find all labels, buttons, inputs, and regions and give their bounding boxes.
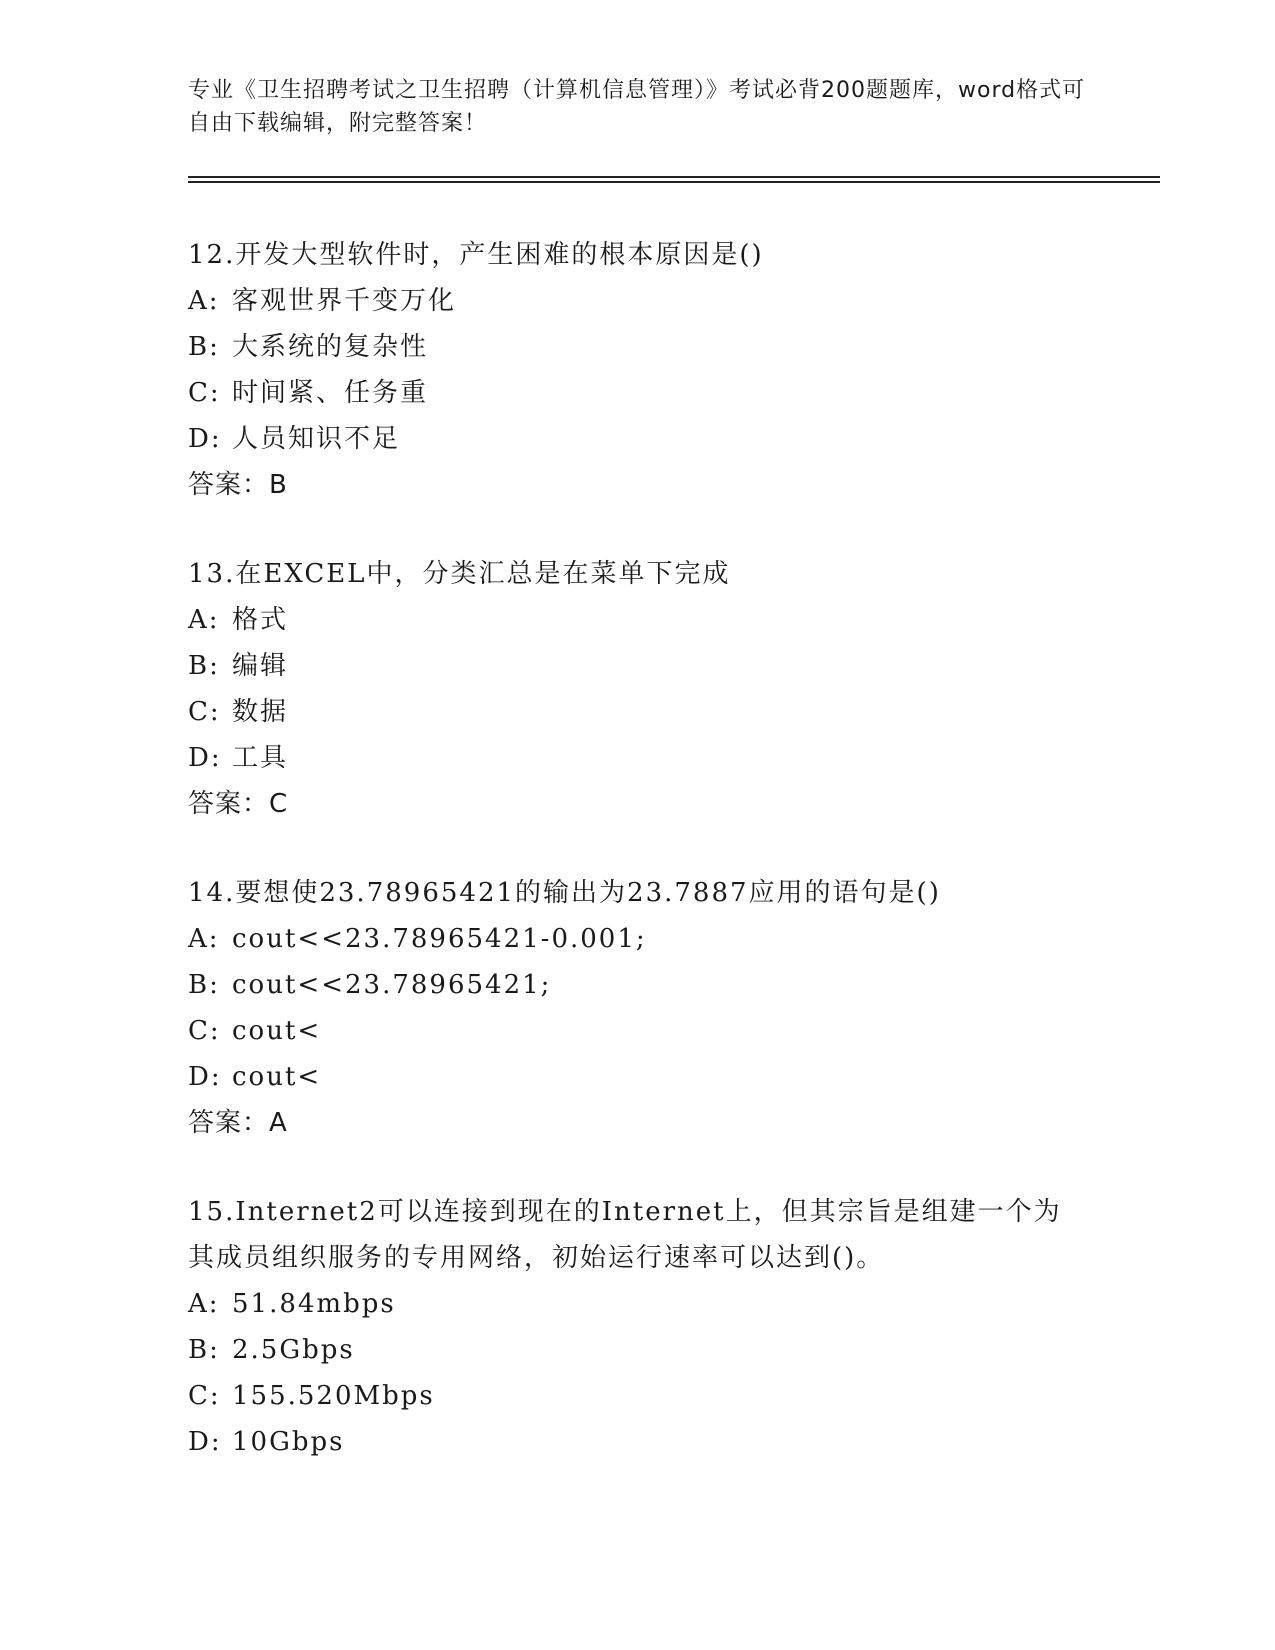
answer: 答案：B <box>188 470 288 500</box>
option-c: C: cout< <box>188 1016 322 1046</box>
option-a: A: 51.84mbps <box>188 1289 396 1319</box>
question-13 <box>188 551 1088 827</box>
question-14 <box>188 870 1088 1146</box>
document-header: 专业《卫生招聘考试之卫生招聘（计算机信息管理）》考试必背200题题库，word格式可自由下载编辑，附完整答案！ <box>188 78 1086 136</box>
option-a: A: 格式 <box>188 605 289 635</box>
answer: 答案：A <box>188 1108 288 1138</box>
option-d: D: 10Gbps <box>188 1427 345 1457</box>
question-15 <box>188 1189 1088 1465</box>
option-b: B: cout<<23.78965421; <box>188 970 552 1000</box>
header-divider-top <box>188 176 1160 178</box>
option-a: A: cout<<23.78965421-0.001; <box>188 924 647 954</box>
header-divider-bottom <box>188 181 1160 183</box>
option-d: D: 人员知识不足 <box>188 424 401 454</box>
option-c: C: 数据 <box>188 697 289 727</box>
question-text: 12.开发大型软件时，产生困难的根本原因是() <box>188 240 764 270</box>
question-text: 14.要想使23.78965421的输出为23.7887应用的语句是() <box>188 878 941 908</box>
option-c: C: 155.520Mbps <box>188 1381 435 1411</box>
option-d: D: 工具 <box>188 743 289 773</box>
option-b: B: 编辑 <box>188 651 289 681</box>
answer: 答案：C <box>188 789 289 819</box>
option-b: B: 2.5Gbps <box>188 1335 355 1365</box>
question-12 <box>188 232 1088 508</box>
option-d: D: cout< <box>188 1062 322 1092</box>
option-c: C: 时间紧、任务重 <box>188 378 429 408</box>
option-a: A: 客观世界千变万化 <box>188 286 457 316</box>
question-text: 15.Internet2可以连接到现在的Internet上，但其宗旨是组建一个为其成员组织服务的专用网络，初始运行速率可以达到()。 <box>188 1197 1062 1273</box>
question-text: 13.在EXCEL中，分类汇总是在菜单下完成 <box>188 559 731 589</box>
option-b: B: 大系统的复杂性 <box>188 332 429 362</box>
